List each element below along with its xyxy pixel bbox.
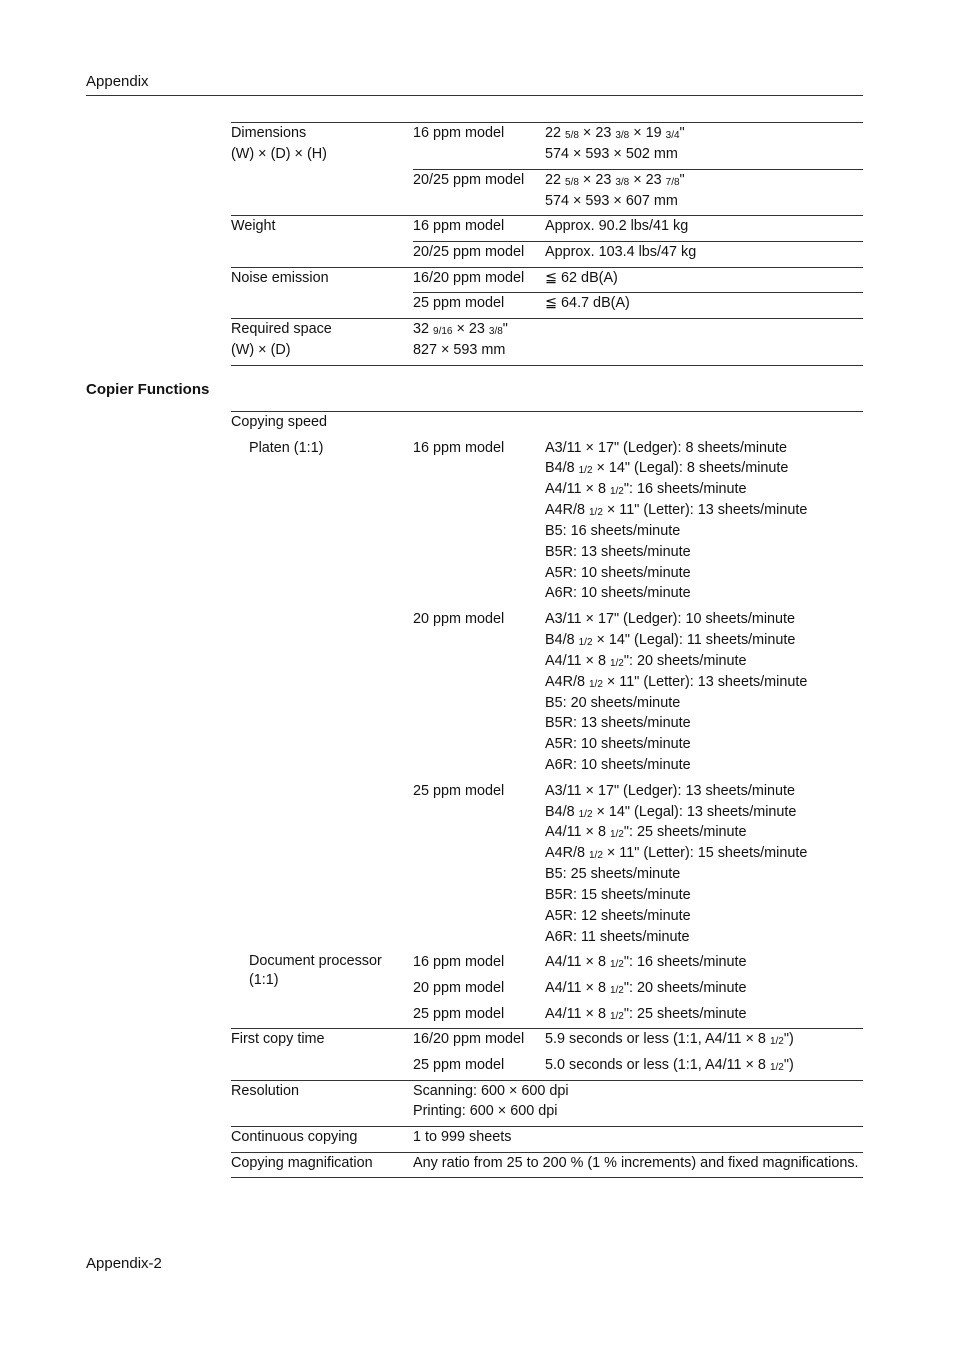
platen-25-a4r: A4R/8 $_{1/2}$ × 11" (Letter): 15 sheets/minute — [545, 845, 808, 861]
platen-16-model: 16 ppm model — [413, 440, 505, 456]
dimensions-2025-model: 20/25 ppm model — [413, 172, 525, 188]
first-copy-25-model: 25 ppm model — [413, 1057, 505, 1073]
platen-20-a5r: A5R: 10 sheets/minute — [545, 736, 691, 752]
noise-25-value: ≦ 64.7 dB(A) — [545, 295, 630, 311]
dimensions-2025-mm: 574 × 593 × 607 mm — [545, 193, 678, 209]
page-number: Appendix-2 — [86, 1255, 162, 1272]
docproc-label-ratio: (1:1) — [249, 972, 279, 988]
platen-20-a6r: A6R: 10 sheets/minute — [545, 757, 691, 773]
platen-20-a3: A3/11 × 17" (Ledger): 10 sheets/minute — [545, 611, 796, 627]
table-bottom-rule — [231, 365, 863, 366]
noise-25-model: 25 ppm model — [413, 295, 505, 311]
copying-speed-label: Copying speed — [231, 414, 328, 430]
dimensions-2025-inches: 22 $_{5/8}$ × 23 $_{3/8}$ × 23 $_{7/8}$" — [545, 172, 685, 188]
space-label: Required space — [231, 321, 332, 337]
noise-1620-model: 16/20 ppm model — [413, 270, 525, 286]
weight-label: Weight — [231, 218, 276, 234]
noise-label: Noise emission — [231, 270, 329, 286]
platen-16-b5r: B5R: 13 sheets/minute — [545, 544, 691, 560]
first-copy-1620-model: 16/20 ppm model — [413, 1031, 525, 1047]
docproc-16-value: A4/11 × 8 $_{1/2}$": 16 sheets/minute — [545, 954, 747, 970]
docproc-20-value: A4/11 × 8 $_{1/2}$": 20 sheets/minute — [545, 980, 747, 996]
space-inches: 32 $_{9/16}$ × 23 $_{3/8}$" — [413, 321, 508, 337]
space-label-units: (W) × (D) — [231, 342, 291, 358]
dimensions-16-inches: 22 $_{5/8}$ × 23 $_{3/8}$ × 19 $_{3/4}$" — [545, 125, 685, 141]
platen-16-a4: A4/11 × 8 $_{1/2}$": 16 sheets/minute — [545, 481, 747, 497]
resolution-printing: Printing: 600 × 600 dpi — [413, 1103, 558, 1119]
dimensions-label-units: (W) × (D) × (H) — [231, 146, 327, 162]
running-header: Appendix — [86, 73, 149, 90]
platen-16-a6r: A6R: 10 sheets/minute — [545, 585, 691, 601]
section-title: Copier Functions — [86, 381, 210, 398]
resolution-scanning: Scanning: 600 × 600 dpi — [413, 1083, 569, 1099]
continuous-label: Continuous copying — [231, 1129, 358, 1145]
magnification-label: Copying magnification — [231, 1155, 373, 1171]
platen-16-a4r: A4R/8 $_{1/2}$ × 11" (Letter): 13 sheets/minute — [545, 502, 808, 518]
table-bottom-rule — [231, 1177, 863, 1178]
magnification-value: Any ratio from 25 to 200 % (1 % increments) and fixed magnifications. — [413, 1155, 859, 1171]
docproc-20-model: 20 ppm model — [413, 980, 505, 996]
docproc-25-model: 25 ppm model — [413, 1006, 505, 1022]
header-rule — [86, 95, 863, 96]
noise-1620-value: ≦ 62 dB(A) — [545, 270, 618, 286]
platen-label: Platen (1:1) — [249, 440, 324, 456]
platen-25-a6r: A6R: 11 sheets/minute — [545, 929, 690, 945]
dimensions-16-mm: 574 × 593 × 502 mm — [545, 146, 678, 162]
dimensions-16-model: 16 ppm model — [413, 125, 505, 141]
weight-2025-value: Approx. 103.4 lbs/47 kg — [545, 244, 697, 260]
platen-20-b5: B5: 20 sheets/minute — [545, 695, 681, 711]
platen-16-b4: B4/8 $_{1/2}$ × 14" (Legal): 8 sheets/minute — [545, 460, 789, 476]
first-copy-label: First copy time — [231, 1031, 325, 1047]
dimensions-label: Dimensions — [231, 125, 307, 141]
platen-20-a4: A4/11 × 8 $_{1/2}$": 20 sheets/minute — [545, 653, 747, 669]
platen-20-a4r: A4R/8 $_{1/2}$ × 11" (Letter): 13 sheets/minute — [545, 674, 808, 690]
platen-25-b4: B4/8 $_{1/2}$ × 14" (Legal): 13 sheets/minute — [545, 804, 797, 820]
weight-16-model: 16 ppm model — [413, 218, 505, 234]
platen-25-a4: A4/11 × 8 $_{1/2}$": 25 sheets/minute — [545, 824, 747, 840]
platen-20-b4: B4/8 $_{1/2}$ × 14" (Legal): 11 sheets/minute — [545, 632, 796, 648]
platen-25-b5r: B5R: 15 sheets/minute — [545, 887, 691, 903]
first-copy-1620-value: 5.9 seconds or less (1:1, A4/11 × 8 $_{1/2}$") — [545, 1031, 794, 1047]
platen-25-a5r: A5R: 12 sheets/minute — [545, 908, 691, 924]
docproc-25-value: A4/11 × 8 $_{1/2}$": 25 sheets/minute — [545, 1006, 747, 1022]
continuous-value: 1 to 999 sheets — [413, 1129, 512, 1145]
platen-20-model: 20 ppm model — [413, 611, 505, 627]
resolution-label: Resolution — [231, 1083, 299, 1099]
platen-20-b5r: B5R: 13 sheets/minute — [545, 715, 691, 731]
platen-25-a3: A3/11 × 17" (Ledger): 13 sheets/minute — [545, 783, 796, 799]
docproc-16-model: 16 ppm model — [413, 954, 505, 970]
platen-25-b5: B5: 25 sheets/minute — [545, 866, 681, 882]
space-mm: 827 × 593 mm — [413, 342, 506, 358]
platen-16-b5: B5: 16 sheets/minute — [545, 523, 681, 539]
weight-16-value: Approx. 90.2 lbs/41 kg — [545, 218, 689, 234]
platen-16-a5r: A5R: 10 sheets/minute — [545, 565, 691, 581]
docproc-label: Document processor — [249, 953, 382, 969]
platen-16-a3: A3/11 × 17" (Ledger): 8 sheets/minute — [545, 440, 788, 456]
weight-2025-model: 20/25 ppm model — [413, 244, 525, 260]
first-copy-25-value: 5.0 seconds or less (1:1, A4/11 × 8 $_{1/2}$") — [545, 1057, 794, 1073]
platen-25-model: 25 ppm model — [413, 783, 505, 799]
